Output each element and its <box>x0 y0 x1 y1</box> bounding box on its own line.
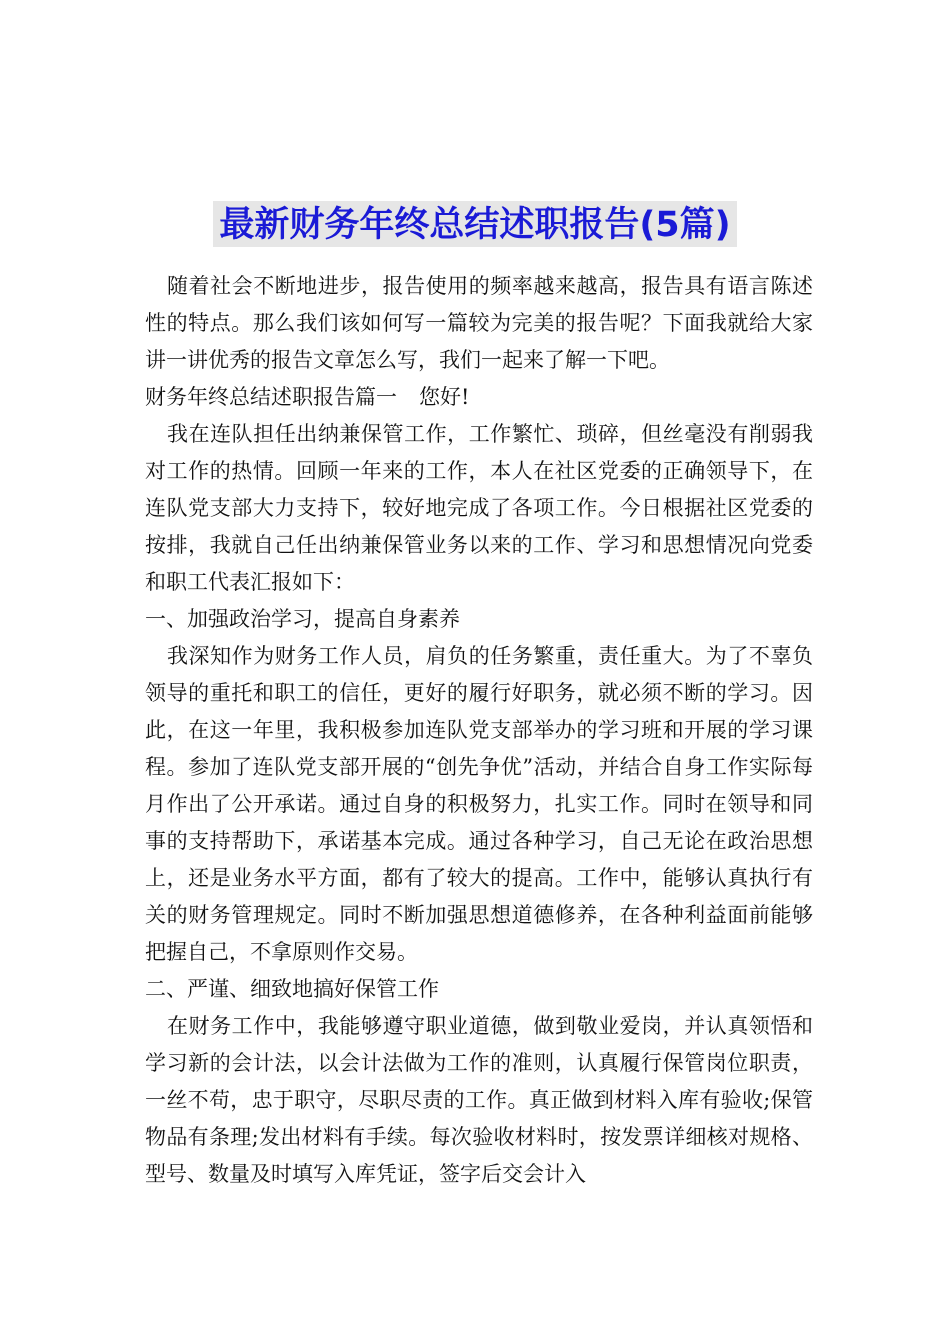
section-heading-1: 一、加强政治学习，提高自身素养 <box>145 607 460 631</box>
document-body <box>145 268 813 1193</box>
section-label: 财务年终总结述职报告篇一 <box>145 385 397 409</box>
paragraph-2: 我深知作为财务工作人员，肩负的任务繁重，责任重大。为了不辜负领导的重托和职工的信任，更好的履行好职务，就必须不断的学习。因此，在这一年里，我积极参加连队党支部举办的学习班和开展的学习课程。参加了连队党支部开展的“创先争优”活动，并结合自身工作实际每月作出了公开承诺。通过自身的积极努力，扎实工作。同时在领导和同事的支持帮助下，承诺基本完成。通过各种学习，自己无论在政治思想上，还是业务水平方面，都有了较大的提高。工作中，能够认真执行有关的财务管理规定。同时不断加强思想道德修养，在各种利益面前能够把握自己，不拿原则作交易。 <box>145 644 813 964</box>
paragraph-3: 在财务工作中，我能够遵守职业道德，做到敬业爱岗，并认真领悟和学习新的会计法，以会计法做为工作的准则，认真履行保管岗位职责，一丝不苟，忠于职守，尽职尽责的工作。真正做到材料入库有验收;保管物品有条理;发出材料有手续。每次验收材料时，按发票详细核对规格、型号、数量及时填写入库凭证，签字后交会计入 <box>145 1014 813 1186</box>
section-heading-2: 二、严谨、细致地搞好保管工作 <box>145 977 439 1001</box>
paragraph-1: 我在连队担任出纳兼保管工作，工作繁忙、琐碎，但丝毫没有削弱我对工作的热情。回顾一年来的工作，本人在社区党委的正确领导下，在连队党支部大力支持下，较好地完成了各项工作。今日根据社区党委的按排，我就自己任出纳兼保管业务以来的工作、学习和思想情况向党委和职工代表汇报如下： <box>145 422 813 594</box>
title-container <box>0 178 950 271</box>
section-line <box>145 379 813 416</box>
intro-paragraph: 随着社会不断地进步，报告使用的频率越来越高，报告具有语言陈述性的特点。那么我们该如何写一篇较为完美的报告呢？下面我就给大家讲一讲优秀的报告文章怎么写，我们一起来了解一下吧。 <box>145 274 813 372</box>
greeting: 您好! <box>419 385 470 409</box>
document-title: 最新财务年终总结述职报告(5篇) <box>213 201 736 247</box>
